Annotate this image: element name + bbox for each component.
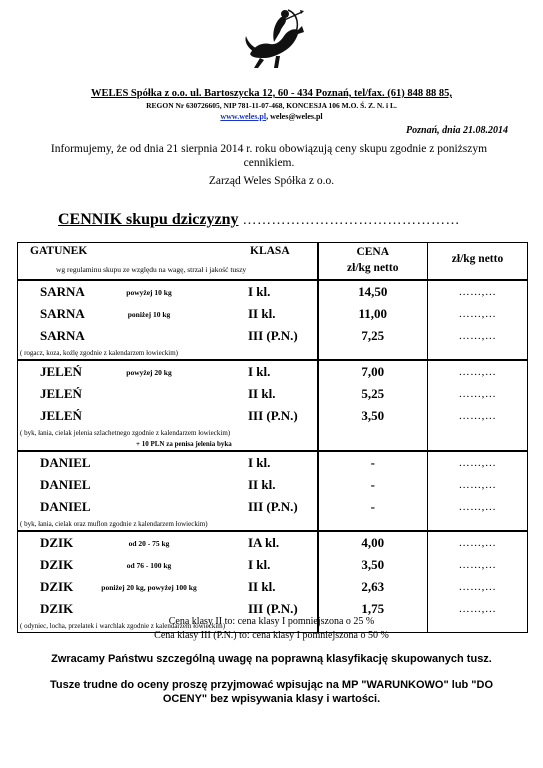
table-row: [18, 452, 317, 474]
netto-cell: [428, 360, 528, 451]
price-value: -: [370, 477, 375, 492]
species-name: DZIK: [40, 601, 74, 616]
species-name: SARNA: [40, 306, 85, 321]
price-value: 2,63: [361, 579, 385, 594]
class-label: IA kl.: [248, 535, 280, 550]
price-value: 3,50: [361, 408, 385, 423]
header-cell-gatunek: [18, 243, 318, 281]
class-label: I kl.: [248, 284, 271, 299]
species-name: SARNA: [40, 328, 85, 343]
netto-placeholder: ……,…: [458, 366, 497, 378]
table-row: [18, 532, 317, 554]
class-label: II kl.: [248, 306, 276, 321]
price-value: 7,25: [361, 328, 385, 343]
title-dots: ………………………………………: [238, 213, 460, 228]
species-name: DANIEL: [40, 477, 91, 492]
class-label: II kl.: [248, 579, 276, 594]
weight-range: od 20 - 75 kg: [128, 539, 170, 548]
species-name: JELEŃ: [40, 364, 82, 379]
table-row: [18, 554, 317, 576]
price-cell: [318, 451, 428, 531]
table-group: [18, 280, 528, 360]
price-value: 4,00: [361, 535, 385, 550]
page-title: [58, 211, 460, 229]
species-name: DANIEL: [40, 499, 91, 514]
price-value: 3,50: [361, 557, 385, 572]
netto-placeholder: ……,…: [458, 457, 497, 469]
header-cell-cena: [318, 243, 428, 281]
class-label: II kl.: [248, 386, 276, 401]
header-cena-unit: zł/kg netto: [347, 262, 399, 274]
class-label: III (P.N.): [248, 408, 298, 423]
weight-range: poniżej 20 kg, powyżej 100 kg: [101, 583, 197, 592]
footer-note-class-ii: Cena klasy II to: cena klasy I pomniejszona o 25 %: [168, 616, 375, 627]
class-label: III (P.N.): [248, 328, 298, 343]
group-note: ( byk, łania, cielak oraz muflon zgodnie z kalendarzem łowieckim): [20, 520, 208, 528]
table-row: [18, 303, 317, 325]
header-gatunek: GATUNEK: [30, 245, 88, 257]
group-note: ( odyniec, locha, przelatek i warchlak zgodnie z kalendarzem łowieckim): [20, 622, 226, 630]
warning-classification: Zwracamy Państwu szczególną uwagę na poprawną klasyfikację skupowanych tusz.: [51, 653, 492, 665]
class-label: I kl.: [248, 364, 271, 379]
website-link[interactable]: www.weles.pl: [220, 112, 267, 121]
header-klasa: KLASA: [250, 245, 290, 257]
species-name: JELEŃ: [40, 408, 82, 423]
company-regon-line: REGON Nr 630726605, NIP 781-11-07-468, KONCESJA 106 M.O. Ś. Z. N. i L.: [146, 101, 397, 110]
species-name: DANIEL: [40, 455, 91, 470]
netto-placeholder: ……,…: [458, 479, 497, 491]
species-cell: [18, 451, 318, 531]
header-note: wg regulaminu skupu ze względu na wagę, strzał i jakość tuszy: [56, 265, 247, 274]
class-label: III (P.N.): [248, 601, 298, 616]
info-paragraph: Informujemy, że od dnia 21 sierpnia 2014 r. roku obowiązują ceny skupu zgodnie z poniższym cennikiem.: [50, 143, 488, 169]
table-header-row: [18, 243, 528, 281]
species-cell: [18, 280, 318, 360]
signature-line: Zarząd Weles Spółka z o.o.: [208, 175, 335, 187]
table-row: [18, 325, 317, 347]
group-note: ( rogacz, koza, koźlę zgodnie z kalendarzem łowieckim): [20, 349, 179, 357]
class-label: II kl.: [248, 477, 276, 492]
netto-placeholder: ……,…: [458, 308, 497, 320]
netto-placeholder: ……,…: [458, 537, 497, 549]
class-label: I kl.: [248, 455, 271, 470]
table-row: [18, 405, 317, 427]
company-contact-line: [0, 112, 543, 121]
netto-placeholder: ……,…: [458, 410, 497, 422]
archer-centaur-logo-icon: [240, 2, 312, 74]
species-name: SARNA: [40, 284, 85, 299]
price-value: -: [370, 499, 375, 514]
class-label: I kl.: [248, 557, 271, 572]
table-body: [18, 280, 528, 633]
netto-placeholder: ……,…: [458, 501, 497, 513]
price-value: 5,25: [361, 386, 385, 401]
company-header-line: [0, 88, 543, 99]
species-name: DZIK: [40, 557, 74, 572]
netto-placeholder: ……,…: [458, 286, 497, 298]
weight-range: od 76 - 100 kg: [126, 561, 172, 570]
netto-placeholder: ……,…: [458, 330, 497, 342]
netto-placeholder: ……,…: [458, 388, 497, 400]
price-table: [17, 242, 528, 633]
class-label: III (P.N.): [248, 499, 298, 514]
price-value: -: [370, 455, 375, 470]
group-note: ( byk, łania, cielak jelenia szlachetnego zgodnie z kalendarzem łowieckim): [20, 429, 231, 437]
table-group: [18, 360, 528, 451]
price-value: 1,75: [361, 601, 385, 616]
species-cell: [18, 360, 318, 451]
netto-placeholder: ……,…: [458, 581, 497, 593]
company-address: ul. Bartoszycka 12, 60 - 434 Poznań, tel/fax. (61) 848 88 85,: [187, 88, 453, 99]
footer-note-class-iii: Cena klasy III (P.N.) to: cena klasy I pomniejszona o 50 %: [154, 630, 389, 641]
document-date: Poznań, dnia 21.08.2014: [406, 125, 508, 136]
email-text[interactable]: , weles@weles.pl: [266, 112, 323, 121]
company-name: WELES Spółka z o.o.: [90, 88, 188, 99]
group-extra-note: + 10 PLN za penisa jelenia byka: [136, 440, 232, 448]
weight-range: poniżej 10 kg: [127, 310, 171, 319]
header-cell-netto: [428, 243, 528, 281]
table-row: [18, 281, 317, 303]
netto-cell: [428, 280, 528, 360]
netto-placeholder: ……,…: [458, 559, 497, 571]
price-cell: [318, 360, 428, 451]
title-text: CENNIK skupu dziczyzny: [58, 211, 239, 228]
price-value: 11,00: [358, 306, 388, 321]
weight-range: powyżej 10 kg: [126, 288, 172, 297]
species-name: DZIK: [40, 579, 74, 594]
header-zl-netto: zł/kg netto: [451, 253, 504, 265]
species-name: DZIK: [40, 535, 74, 550]
table-row: [18, 474, 317, 496]
header-cena: CENA: [356, 246, 390, 258]
table-group: [18, 451, 528, 531]
price-cell: [318, 280, 428, 360]
table-row: [18, 361, 317, 383]
table-row: [18, 496, 317, 518]
netto-cell: [428, 451, 528, 531]
price-value: 7,00: [361, 364, 385, 379]
weight-range: powyżej 20 kg: [126, 368, 172, 377]
species-name: JELEŃ: [40, 386, 82, 401]
price-value: 14,50: [358, 284, 388, 299]
table-row: [18, 576, 317, 598]
netto-placeholder: ……,…: [458, 603, 497, 615]
table-row: [18, 383, 317, 405]
warning-difficult-carcasses: Tusze trudne do oceny proszę przyjmować wpisując na MP "WARUNKOWO" lub "DO OCENY" bez wpisywania klasy i wartości.: [49, 679, 494, 705]
